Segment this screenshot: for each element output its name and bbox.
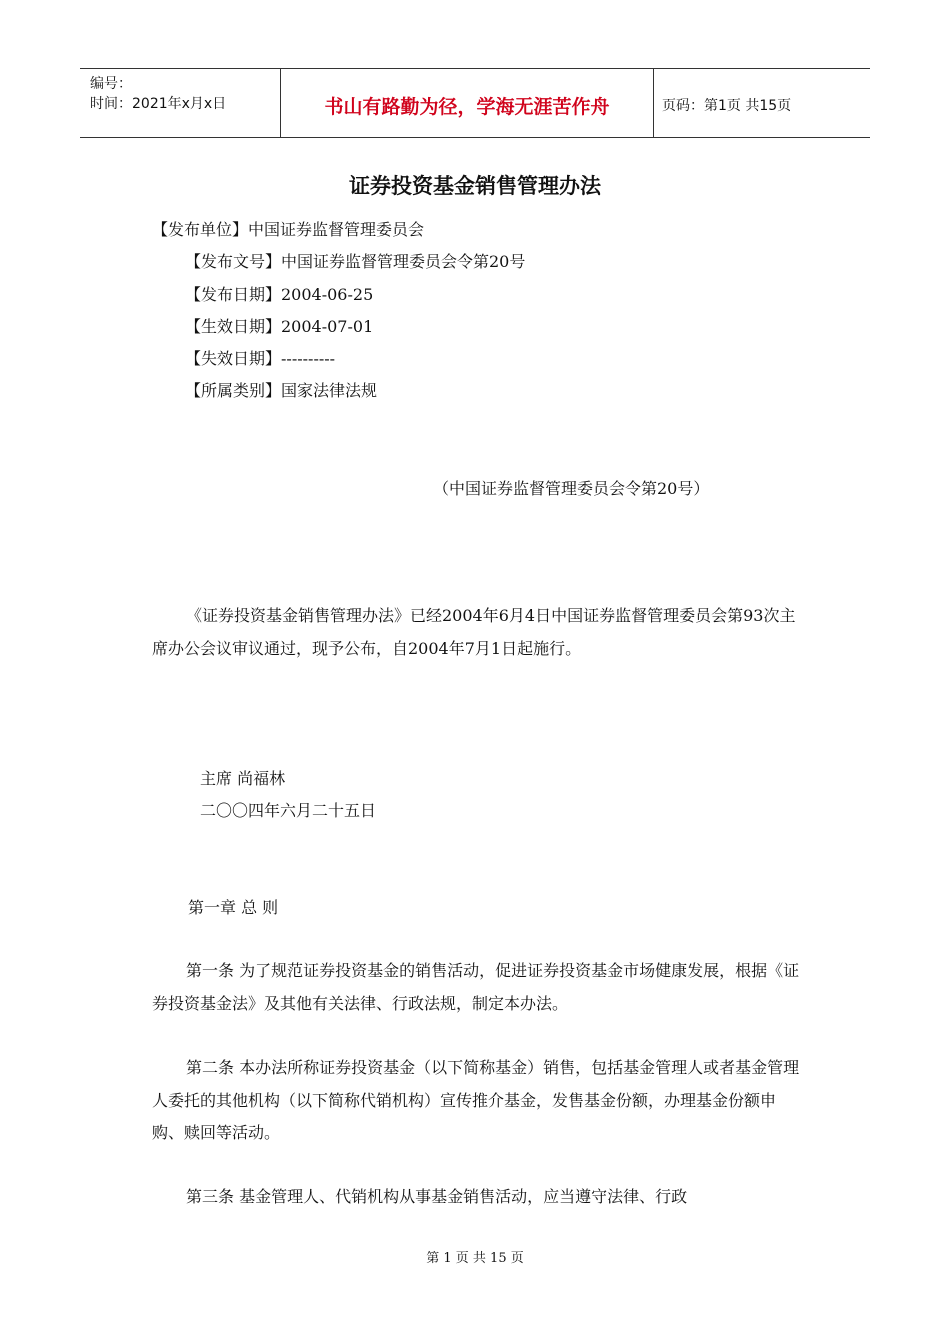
sign-date: 二〇〇四年六月二十五日 — [200, 801, 377, 820]
meta-publish-date: 【发布日期】2004-06-25 — [185, 285, 374, 304]
header-page-cell — [654, 69, 870, 137]
header-info-cell — [80, 69, 281, 137]
page-footer: 第 1 页 共 15 页 — [426, 1251, 524, 1266]
meta-effective-date: 【生效日期】2004-07-01 — [185, 317, 374, 336]
page-info: 页码：第1页 共15页 — [662, 98, 792, 114]
motto-text: 书山有路勤为径，学海无涯苦作舟 — [324, 96, 610, 118]
chapter-heading: 第一章 总 则 — [188, 898, 279, 917]
intro-paragraph: 《证券投资基金销售管理办法》已经2004年6月4日中国证券监督管理委员会第93次主席办公会议审议通过，现予公布，自2004年7月1日起施行。 — [152, 606, 796, 658]
meta-category: 【所属类别】国家法律法规 — [185, 381, 378, 400]
order-number: （中国证券监督管理委员会令第20号） — [433, 479, 710, 498]
number-label: 编号： — [90, 76, 132, 92]
document-title: 证券投资基金销售管理办法 — [349, 174, 601, 198]
meta-doc-number: 【发布文号】中国证券监督管理委员会令第20号 — [185, 252, 526, 271]
signatory: 主席 尚福林 — [200, 769, 286, 788]
article-3: 第三条 基金管理人、代销机构从事基金销售活动，应当遵守法律、行政 — [186, 1187, 688, 1206]
time-label: 时间：2021年x月x日 — [90, 96, 227, 112]
meta-publisher: 【发布单位】中国证券监督管理委员会 — [152, 220, 425, 239]
header-motto-cell — [281, 69, 654, 137]
meta-expiry-date: 【失效日期】---------- — [185, 349, 336, 368]
article-2: 第二条 本办法所称证券投资基金（以下简称基金）销售，包括基金管理人或者基金管理人委托的其他机构（以下简称代销机构）宣传推介基金，发售基金份额，办理基金份额申购、赎回等活动。 — [152, 1058, 800, 1142]
page-header — [80, 68, 870, 138]
article-1: 第一条 为了规范证券投资基金的销售活动，促进证券投资基金市场健康发展，根据《证券投资基金法》及其他有关法律、行政法规，制定本办法。 — [152, 961, 800, 1013]
